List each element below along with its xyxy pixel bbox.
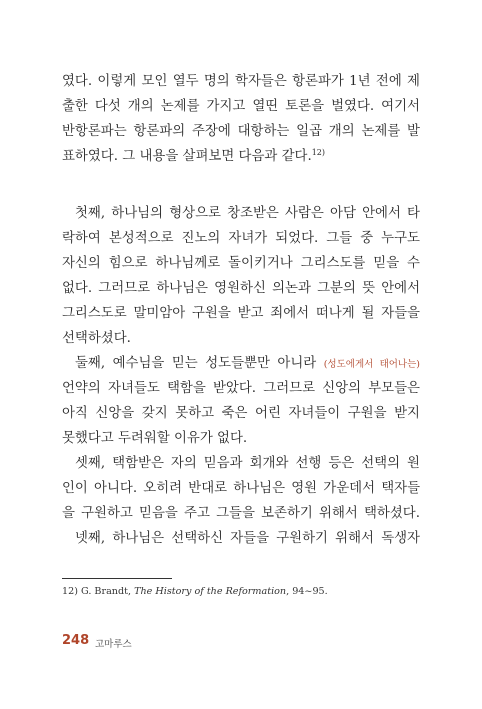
text-line: 그리스도로 말미암아 구원을 받고 죄에서 떠나게 될 자들을 [62, 306, 420, 321]
text-line-with-footnote [62, 148, 420, 166]
text-line: 출한 다섯 개의 논제를 가지고 열띤 토론을 벌였다. 여기서 [62, 99, 420, 114]
text-line: 락하여 본성적으로 진노의 자녀가 되었다. 그들 중 누구도 [62, 231, 420, 246]
footnote-divider [62, 578, 172, 579]
text-line: 을 구원하고 믿음을 주고 그들을 보존하기 위해서 택하셨다. [62, 506, 420, 521]
text-line: 표하였다. 그 내용을 살펴보면 다음과 같다. [62, 149, 312, 164]
footnote-author: G. Brandt, [81, 586, 132, 597]
text-line: 인이 아니다. 오히려 반대로 하나님은 영원 가운데서 택자들 [62, 481, 420, 496]
text-line: 언약의 자녀들도 택함을 받았다. 그러므로 신앙의 부모들은 [62, 381, 420, 396]
footnote [62, 585, 328, 598]
text-line: 첫째, 하나님의 형상으로 창조받은 사람은 아담 안에서 타 [75, 206, 420, 221]
text-line: 아직 신앙을 갖지 못하고 죽은 어린 자녀들이 구원을 받지 [62, 406, 420, 421]
text-line: 없다. 그러므로 하나님은 영원하신 의논과 그분의 뜻 안에서 [62, 281, 420, 296]
text-line: 였다. 이렇게 모인 열두 명의 학자들은 항론파가 1년 전에 제 [62, 74, 420, 89]
text-span: 둘째, 예수님을 믿는 성도들뿐만 아니라 [75, 356, 324, 371]
footnote-reference: 12) [311, 148, 326, 157]
page-number: 248 [62, 633, 90, 648]
footnote-pages: , 94~95. [286, 586, 328, 597]
footnote-number: 12) [62, 586, 78, 597]
footnote-title: The History of the Reformation [134, 586, 287, 597]
text-line: 못했다고 두려워할 이유가 없다. [62, 431, 248, 446]
text-line: 반항론파는 항론파의 주장에 대항하는 일곱 개의 논제를 발 [62, 124, 420, 139]
text-line: 넷째, 하나님은 선택하신 자들을 구원하기 위해서 독생자 [75, 531, 420, 546]
text-line: 셋째, 택함받은 자의 믿음과 회개와 선행 등은 선택의 원 [75, 456, 420, 471]
running-title: 고마루스 [95, 639, 132, 650]
inline-note: (성도에게서 태어나는) [323, 359, 420, 370]
text-line-with-note [75, 355, 420, 374]
text-line: 자신의 힘으로 하나님께로 돌이키거나 그리스도를 믿을 수 [62, 256, 420, 271]
text-line: 선택하셨다. [62, 331, 131, 346]
